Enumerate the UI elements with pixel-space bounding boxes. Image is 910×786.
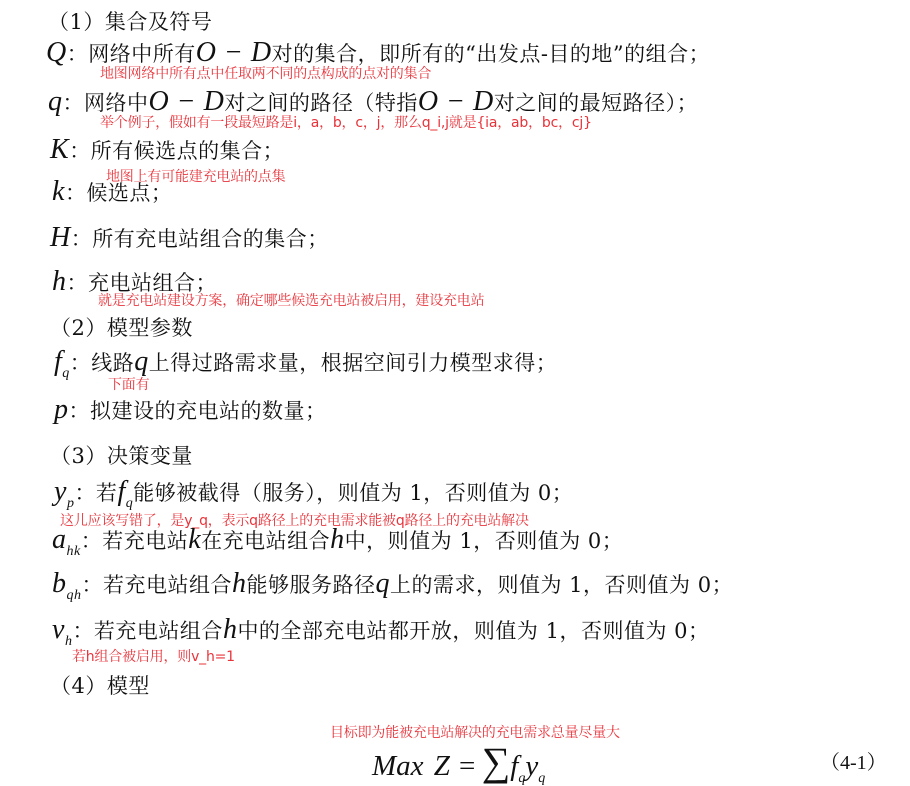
symbol-K: K (50, 134, 70, 165)
annotation-station-plan: 就是充电站建设方案，确定哪些候选充电站被启用，建设充电站 (98, 293, 485, 309)
definition-v: $v_h$：若充电站组合h中的全部充电站都开放，则值为 1，否则值为 0； (52, 614, 710, 649)
section-heading-model: （4）模型 (50, 674, 150, 698)
annotation-path-example: 举个例子，假如有一段最短路是i，a，b，c，j，那么q_i,j就是{ia，ab，bc，cj} (100, 115, 592, 131)
definition-H: H：所有充电站组合的集合； (50, 222, 329, 253)
equation-lhs: Z = (433, 750, 477, 782)
definition-h: h：充电站组合； (52, 266, 217, 297)
symbol-k: k (52, 176, 65, 207)
annotation-candidate-set: 地图上有可能建充电站的点集 (106, 169, 286, 185)
annotation-od-pairs: 地图网络中所有点中任取两不同的点构成的点对的集合 (100, 66, 432, 82)
definition-K: K：所有候选点的集合； (50, 134, 285, 165)
equation-max: Max (372, 750, 424, 782)
symbol-f: f (54, 346, 63, 377)
section-heading-decision-variables: （3）决策变量 (50, 444, 193, 468)
definition-Q: Q：网络中所有O − D对的集合，即所有的“出发点-目的地”的组合； (46, 37, 711, 68)
definition-k: k：候选点； (52, 176, 173, 207)
symbol-y: y (54, 476, 67, 507)
sum-symbol: ∑ (481, 739, 511, 784)
equation-number: （4-1） (820, 752, 887, 774)
definition-a: $a_{hk}$：若充电站k在充电站组合h中，则值为 1，否则值为 0； (52, 524, 624, 559)
section-heading-parameters: （2）模型参数 (50, 316, 193, 340)
symbol-h: h (52, 266, 67, 297)
definition-q: q：网络中O − D对之间的路径（特指O − D对之间的最短路径）； (48, 86, 699, 117)
annotation-v-enabled: 若h组合被启用，则v_h=1 (72, 649, 235, 665)
symbol-H: H (50, 222, 71, 253)
symbol-Q: Q (46, 37, 67, 68)
symbol-v: v (52, 614, 65, 645)
annotation-typo-correction: 这儿应该写错了，是y_q，表示q路径上的充电需求能被q路径上的充电站解决 (60, 513, 529, 529)
definition-y: $y_p$：若$f_q$能够被截得（服务），则值为 1，否则值为 0； (54, 476, 574, 511)
definition-b: $b_{qh}$：若充电站组合h能够服务路径q上的需求，则值为 1，否则值为 0； (52, 568, 734, 603)
section-heading-sets: （1）集合及符号 (48, 10, 213, 34)
symbol-p: p (54, 394, 69, 425)
annotation-objective: 目标即为能被充电站解决的充电需求总量尽量大 (330, 725, 620, 741)
symbol-q: q (48, 86, 63, 117)
symbol-b: b (52, 568, 67, 599)
objective-equation: Max Z = ∑fqyq (372, 739, 546, 786)
symbol-a: a (52, 524, 67, 555)
annotation-below: 下面有 (108, 377, 150, 393)
definition-f: $f_q$：线路q上得过路需求量，根据空间引力模型求得； (54, 346, 558, 381)
definition-p: p：拟建设的充电站的数量； (54, 394, 327, 425)
